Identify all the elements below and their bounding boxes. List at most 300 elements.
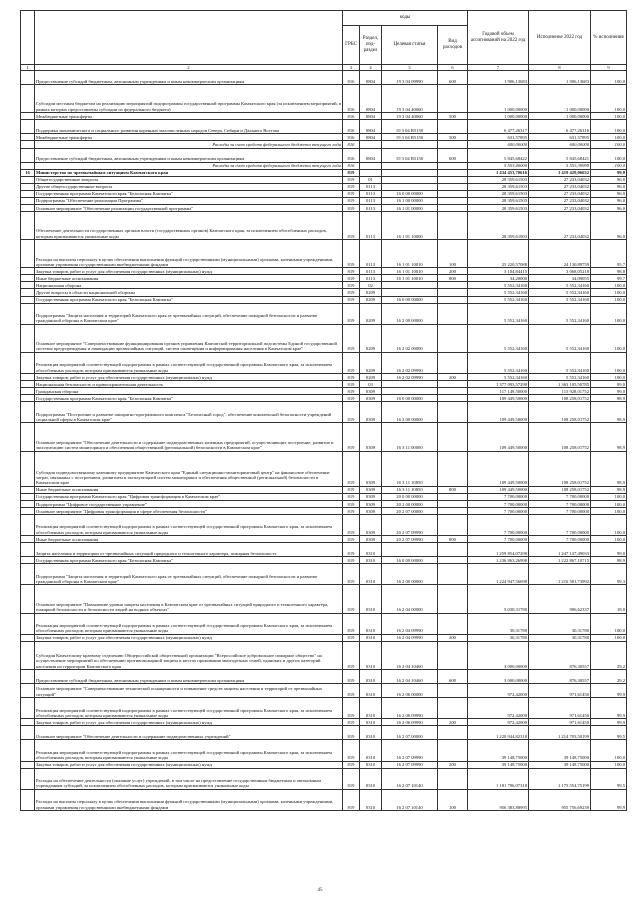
row-razdel: 0310: [360, 789, 382, 810]
row-target: 16 2 07 10140: [382, 768, 438, 789]
row-razdel: 0113: [360, 275, 382, 282]
row-name: Предоставление субсидий бюджетным, автономным учреждениям и иным некоммерческим организациям: [35, 71, 343, 85]
row-vid: [438, 169, 468, 176]
row-target: 19 3 04 40060: [382, 85, 438, 113]
row-razdel: 0804: [360, 148, 382, 162]
row-grbs: 819: [343, 507, 360, 514]
row-razdel: 02: [360, 282, 382, 289]
row-vid: [438, 557, 468, 564]
row-vid: [438, 726, 468, 740]
row-grbs: 819: [343, 634, 360, 641]
row-name: Закупка товаров, работ и услуг для обеспечения государственных (муниципальных) нужд: [35, 268, 343, 275]
row-number: [21, 120, 35, 134]
table-row: [21, 134, 627, 141]
table-row: [21, 500, 627, 507]
row-grbs: 819: [343, 197, 360, 204]
row-target: 16 0 00 00000: [382, 557, 438, 564]
row-grbs: 819: [343, 761, 360, 768]
row-pct: 18,0: [591, 585, 627, 613]
row-grbs: 819: [343, 381, 360, 388]
row-grbs: 819: [343, 641, 360, 669]
row-name: Субсидия Камчатскому краевому отделению Общероссийской общественной организации "Всероссийское добровольное пожарное общество" на осуществление мероприятий по обеспечению противопожарной защиты в местах проживания многодетных семей, одиноких и других категорий населения на территории Камчатского края: [35, 641, 343, 669]
row-target: 20 2 07 09990: [382, 536, 438, 543]
row-razdel: 0309: [360, 451, 382, 486]
table-row: [21, 381, 627, 388]
table-row: [21, 670, 627, 684]
page-number: 45: [317, 888, 323, 893]
row-name: Основное мероприятие "Обеспечение реализации государственной программы": [35, 204, 343, 211]
row-razdel: 0310: [360, 684, 382, 698]
row-exec: 5 552,34160: [529, 303, 591, 324]
row-number: [21, 634, 35, 641]
row-plan: 7 700,00000: [468, 493, 529, 500]
column-number: 7: [468, 65, 529, 71]
table-row: [21, 451, 627, 486]
row-exec: 906,62337: [529, 585, 591, 613]
row-grbs: 819: [343, 275, 360, 282]
row-grbs: 819: [343, 543, 360, 557]
row-number: [21, 514, 35, 535]
row-razdel: 01: [360, 176, 382, 183]
row-target: 16 2 06 09990: [382, 698, 438, 719]
row-target: 16 2 07 09990: [382, 740, 438, 761]
row-vid: [438, 500, 468, 507]
row-plan: 7 700,00000: [468, 500, 529, 507]
row-plan: 5 552,34160: [468, 296, 529, 303]
row-plan: 1 377 093,57298: [468, 381, 529, 388]
row-razdel: 0309: [360, 395, 382, 402]
row-razdel: 0309: [360, 402, 382, 423]
table-row: [21, 148, 627, 162]
row-razdel: 0310: [360, 613, 382, 634]
table-row: [21, 211, 627, 239]
row-razdel: 0209: [360, 324, 382, 352]
row-razdel: 0309: [360, 500, 382, 507]
row-number: [21, 190, 35, 197]
row-exec: 30,31780: [529, 634, 591, 641]
row-plan: 3 000,00000: [468, 641, 529, 669]
row-vid: 600: [438, 71, 468, 85]
row-number: [21, 507, 35, 514]
row-number: [21, 352, 35, 373]
column-number: 9: [591, 65, 627, 71]
row-pct: 98,8: [591, 268, 627, 275]
row-pct: 100,0: [591, 162, 627, 169]
row-target: [382, 388, 438, 395]
row-pct: 99,9: [591, 789, 627, 810]
row-number: [21, 324, 35, 352]
row-name: Национальная оборона: [35, 282, 343, 289]
row-plan: 5 552,34160: [468, 289, 529, 296]
table-row: [21, 374, 627, 381]
row-number: [21, 268, 35, 275]
row-exec: 27 233,04032: [529, 211, 591, 239]
row-name: Обеспечение деятельности государственных органов власти (государственных органов) Камчатского края, за исключением обособленных расходов, которым присваиваются уникальные коды: [35, 211, 343, 239]
row-grbs: 819: [343, 493, 360, 500]
row-target: 16 1 01 10010: [382, 268, 438, 275]
row-vid: [438, 388, 468, 395]
row-plan: 28 359,61503: [468, 183, 529, 190]
row-razdel: 0309: [360, 507, 382, 514]
row-number: [21, 698, 35, 719]
row-name: Поддержка экономического и социального развития коренных малочисленных народов Севера, Сибири и Дальнего Востока: [35, 120, 343, 134]
row-pct: 95,7: [591, 240, 627, 268]
row-grbs: 819: [343, 296, 360, 303]
row-pct: 98,9: [591, 395, 627, 402]
row-plan: 39 148,75000: [468, 761, 529, 768]
table-row: [21, 564, 627, 585]
row-number: [21, 486, 35, 493]
row-number: [21, 388, 35, 395]
row-razdel: 0310: [360, 585, 382, 613]
table-row: [21, 388, 627, 395]
row-name: Иные бюджетные ассигнования: [35, 536, 343, 543]
row-number: [21, 536, 35, 543]
row-razdel: 0113: [360, 240, 382, 268]
row-grbs: 819: [343, 768, 360, 789]
row-plan: 1 224 947,56698: [468, 564, 529, 585]
row-exec: 39 148,75000: [529, 740, 591, 761]
row-pct: 96,0: [591, 183, 627, 190]
row-number: [21, 500, 35, 507]
row-number: [21, 282, 35, 289]
row-target: [382, 141, 438, 148]
table-row: [21, 162, 627, 169]
row-vid: [438, 543, 468, 557]
row-target: 16 2 07 00000: [382, 726, 438, 740]
row-name: Закупка товаров, работ и услуг для обеспечения государственных (муниципальных) нужд: [35, 374, 343, 381]
row-pct: 100,0: [591, 296, 627, 303]
row-name: Расходы на выплаты персоналу в целях обеспечения выполнения функций государственными (муниципальными) органами, казенными учреждениями, органами управления государственными внебюджетными фондами: [35, 240, 343, 268]
row-exec: 631,57895: [529, 134, 591, 141]
row-plan: 1 181 796,07318: [468, 768, 529, 789]
row-name: Подпрограмма "Обеспечение реализации Программы": [35, 197, 343, 204]
row-number: [21, 768, 35, 789]
row-target: 19 3 04 R5150: [382, 134, 438, 141]
row-vid: 100: [438, 240, 468, 268]
row-exec: 108 258,01752: [529, 423, 591, 451]
row-razdel: 0209: [360, 303, 382, 324]
row-vid: [438, 585, 468, 613]
row-exec: 1 419 429,06632: [529, 169, 591, 176]
table-row: [21, 71, 627, 85]
row-plan: 1 259 854,07298: [468, 543, 529, 557]
row-number: [21, 740, 35, 761]
table-row: [21, 395, 627, 402]
row-razdel: 0804: [360, 71, 382, 85]
row-grbs: 819: [343, 268, 360, 275]
row-name: Основное мероприятие "Совершенствование функционирования органов управления Камчатской территориальной подсистемы Единой государственной системы предупреждения и ликвидации чрезвычайных ситуаций, систем оповещения и информирования населения в Камчатском крае": [35, 324, 343, 352]
table-row: [21, 352, 627, 373]
table-row: [21, 240, 627, 268]
row-pct: 99,0: [591, 381, 627, 388]
row-vid: [438, 395, 468, 402]
row-name: Подпрограмма "Построение и развитие аппаратно-программного комплекса "Безопасный город", обеспечение комплексной безопасности учреждений социальной сферы в Камчатском крае": [35, 402, 343, 423]
row-exec: 34,09055: [529, 275, 591, 282]
row-vid: [438, 768, 468, 789]
row-target: 16 2 02 00000: [382, 324, 438, 352]
row-exec: 600,00000: [529, 141, 591, 148]
row-exec: 5 553,39999: [529, 162, 591, 169]
row-plan: 972,42000: [468, 698, 529, 719]
row-exec: 1 906,13683: [529, 71, 591, 85]
table-row: [21, 507, 627, 514]
row-razdel: [360, 162, 382, 169]
row-grbs: 819: [343, 789, 360, 810]
row-number: [21, 176, 35, 183]
row-number: [21, 684, 35, 698]
row-grbs: 819: [343, 282, 360, 289]
row-exec: 7 700,00000: [529, 493, 591, 500]
row-grbs: 816: [343, 113, 360, 120]
header-plan: Годовой объем ассигнований на 2022 год: [468, 11, 529, 65]
row-exec: 3 068,05218: [529, 268, 591, 275]
row-number: [21, 402, 35, 423]
table-row: [21, 486, 627, 493]
row-number: [21, 141, 35, 148]
row-number: [21, 211, 35, 239]
row-vid: 200: [438, 719, 468, 726]
row-number: [21, 134, 35, 141]
row-plan: 6 477,26317: [468, 120, 529, 134]
row-exec: 1 175 554,75199: [529, 768, 591, 789]
row-name: Другие вопросы в области национальной обороны: [35, 289, 343, 296]
row-target: 16 1 00 00000: [382, 197, 438, 204]
row-grbs: 819: [343, 204, 360, 211]
table-row: [21, 543, 627, 557]
row-vid: [438, 381, 468, 388]
row-grbs: 819: [343, 613, 360, 634]
row-name: Межбюджетные трансферты: [35, 134, 343, 141]
row-grbs: 816: [343, 120, 360, 134]
row-exec: 27 233,04032: [529, 204, 591, 211]
row-plan: 30,31780: [468, 613, 529, 634]
row-number: [21, 670, 35, 684]
row-number: [21, 423, 35, 451]
row-razdel: 0209: [360, 296, 382, 303]
row-pct: 100,0: [591, 141, 627, 148]
row-number: 16: [21, 169, 35, 176]
row-exec: 108 258,01752: [529, 395, 591, 402]
row-target: 16 2 04 10460: [382, 641, 438, 669]
table-row: [21, 684, 627, 698]
row-pct: 99,0: [591, 169, 627, 176]
row-number: [21, 296, 35, 303]
table-row: [21, 536, 627, 543]
row-vid: [438, 85, 468, 113]
header-num: [21, 11, 35, 65]
budget-sheet: [20, 10, 626, 811]
row-target: 20 2 00 00000: [382, 500, 438, 507]
row-target: 16 2 00 00000: [382, 303, 438, 324]
row-razdel: [360, 169, 382, 176]
row-grbs: 819: [343, 514, 360, 535]
column-number: 5: [382, 65, 438, 71]
row-razdel: 0113: [360, 211, 382, 239]
row-name: Государственная программа Камчатского края "Безопасная Камчатка": [35, 557, 343, 564]
row-number: [21, 381, 35, 388]
row-vid: [438, 684, 468, 698]
row-plan: 5 552,34160: [468, 352, 529, 373]
row-pct: 98,9: [591, 402, 627, 423]
row-plan: 7 700,00000: [468, 536, 529, 543]
row-vid: [438, 507, 468, 514]
row-grbs: 819: [343, 395, 360, 402]
row-name: Иные бюджетные ассигнования: [35, 486, 343, 493]
row-grbs: 819: [343, 451, 360, 486]
row-exec: 27 233,04032: [529, 197, 591, 204]
row-target: 19 3 04 R5150: [382, 148, 438, 162]
row-plan: 25 220,57088: [468, 240, 529, 268]
row-pct: 100,0: [591, 536, 627, 543]
row-vid: [438, 423, 468, 451]
row-razdel: 0804: [360, 85, 382, 113]
table-row: [21, 740, 627, 761]
row-name: Подпрограмма "Защита населения и территорий Камчатского края от чрезвычайных ситуаций, обеспечение пожарной безопасности и развитие гражданской обороны в Камчатском крае": [35, 564, 343, 585]
row-grbs: 819: [343, 486, 360, 493]
row-razdel: 0310: [360, 761, 382, 768]
column-number: 3: [343, 65, 360, 71]
row-plan: 30,31780: [468, 634, 529, 641]
row-number: [21, 585, 35, 613]
header-pct: % исполнения: [591, 11, 627, 65]
row-exec: 876,30557: [529, 670, 591, 684]
row-name: Закупка товаров, работ и услуг для обеспечения государственных (муниципальных) нужд: [35, 634, 343, 641]
row-exec: 115 928,01752: [529, 388, 591, 395]
row-plan: 28 359,61503: [468, 197, 529, 204]
row-vid: [438, 183, 468, 190]
row-pct: 100,0: [591, 761, 627, 768]
row-target: 16 2 07 10140: [382, 789, 438, 810]
row-grbs: 819: [343, 240, 360, 268]
row-razdel: 0309: [360, 423, 382, 451]
row-number: [21, 197, 35, 204]
row-grbs: 819: [343, 564, 360, 585]
row-plan: 109 449,50000: [468, 423, 529, 451]
row-number: [21, 204, 35, 211]
row-razdel: 0113: [360, 197, 382, 204]
row-number: [21, 761, 35, 768]
row-vid: [438, 402, 468, 423]
table-row: [21, 613, 627, 634]
table-row: [21, 296, 627, 303]
row-name: Гражданская оборона: [35, 388, 343, 395]
row-vid: 200: [438, 374, 468, 381]
column-number: 6: [438, 65, 468, 71]
table-row: [21, 402, 627, 423]
row-pct: 96,0: [591, 211, 627, 239]
row-target: 16 2 02 09990: [382, 352, 438, 373]
row-exec: 108 258,01752: [529, 402, 591, 423]
table-row: [21, 289, 627, 296]
row-razdel: 0310: [360, 634, 382, 641]
row-target: [382, 162, 438, 169]
row-vid: 800: [438, 486, 468, 493]
row-pct: 100,0: [591, 507, 627, 514]
row-name: Другие общегосударственные вопросы: [35, 183, 343, 190]
row-razdel: 0310: [360, 768, 382, 789]
row-number: [21, 543, 35, 557]
row-grbs: 819: [343, 684, 360, 698]
row-number: [21, 641, 35, 669]
row-name: Субсидии местным бюджетам на реализацию мероприятий подпрограммы государственной программы Камчатского края (за исключением мероприятий, в рамках которых предоставлены субсидии из федерального бюджета): [35, 85, 343, 113]
row-plan: 117 149,50000: [468, 388, 529, 395]
row-pct: 100,0: [591, 740, 627, 761]
row-target: [382, 381, 438, 388]
row-name: Расходы на обеспечение деятельности (оказание услуг) учреждений, в том числе на предоставление государственным бюджетным и автономным учреждениям субсидий, за исключением обособленных расходов, которым присваиваются уникальные коды: [35, 768, 343, 789]
row-target: 16 0 00 00000: [382, 395, 438, 402]
table-row: [21, 303, 627, 324]
row-plan: 956 383,88995: [468, 789, 529, 810]
table-row: [21, 169, 627, 176]
row-exec: 5 552,34160: [529, 289, 591, 296]
row-name: Закупка товаров, работ и услуг для обеспечения государственных (муниципальных) нужд: [35, 719, 343, 726]
row-vid: [438, 296, 468, 303]
row-plan: 5 552,34160: [468, 303, 529, 324]
row-vid: [438, 141, 468, 148]
row-vid: [438, 303, 468, 324]
row-plan: 5 845,68422: [468, 148, 529, 162]
row-plan: 28 359,61503: [468, 190, 529, 197]
row-number: [21, 303, 35, 324]
row-target: 20 2 07 00000: [382, 507, 438, 514]
row-pct: 99,5: [591, 768, 627, 789]
row-plan: 28 359,61503: [468, 176, 529, 183]
row-exec: 5 552,34160: [529, 352, 591, 373]
row-vid: [438, 176, 468, 183]
row-vid: [438, 197, 468, 204]
row-vid: [438, 282, 468, 289]
row-vid: [438, 289, 468, 296]
row-pct: 96,0: [591, 204, 627, 211]
row-number: [21, 374, 35, 381]
row-number: [21, 71, 35, 85]
row-vid: 200: [438, 761, 468, 768]
table-row: [21, 761, 627, 768]
row-target: [382, 176, 438, 183]
row-pct: 100,0: [591, 303, 627, 324]
row-pct: 99,7: [591, 275, 627, 282]
row-grbs: 819: [343, 388, 360, 395]
row-number: [21, 395, 35, 402]
row-target: 16 3 00 00000: [382, 402, 438, 423]
row-vid: [438, 613, 468, 634]
row-number: [21, 719, 35, 726]
row-exec: 27 233,04032: [529, 183, 591, 190]
row-plan: 600,00000: [468, 141, 529, 148]
row-grbs: 819: [343, 190, 360, 197]
row-target: 16 2 07 09990: [382, 761, 438, 768]
table-row: [21, 324, 627, 352]
table-row: [21, 268, 627, 275]
row-pct: 100,0: [591, 613, 627, 634]
row-razdel: 0310: [360, 641, 382, 669]
row-grbs: 819: [343, 423, 360, 451]
table-row: [21, 634, 627, 641]
row-pct: 100,0: [591, 324, 627, 352]
row-vid: [438, 211, 468, 239]
row-pct: 96,0: [591, 176, 627, 183]
row-target: 16 0 00 00000: [382, 190, 438, 197]
row-pct: 100,0: [591, 493, 627, 500]
row-target: [382, 169, 438, 176]
table-row: [21, 197, 627, 204]
row-target: [382, 543, 438, 557]
row-pct: 98,9: [591, 451, 627, 486]
row-razdel: 0310: [360, 670, 382, 684]
row-grbs: 819: [343, 740, 360, 761]
row-grbs: 819: [343, 698, 360, 719]
